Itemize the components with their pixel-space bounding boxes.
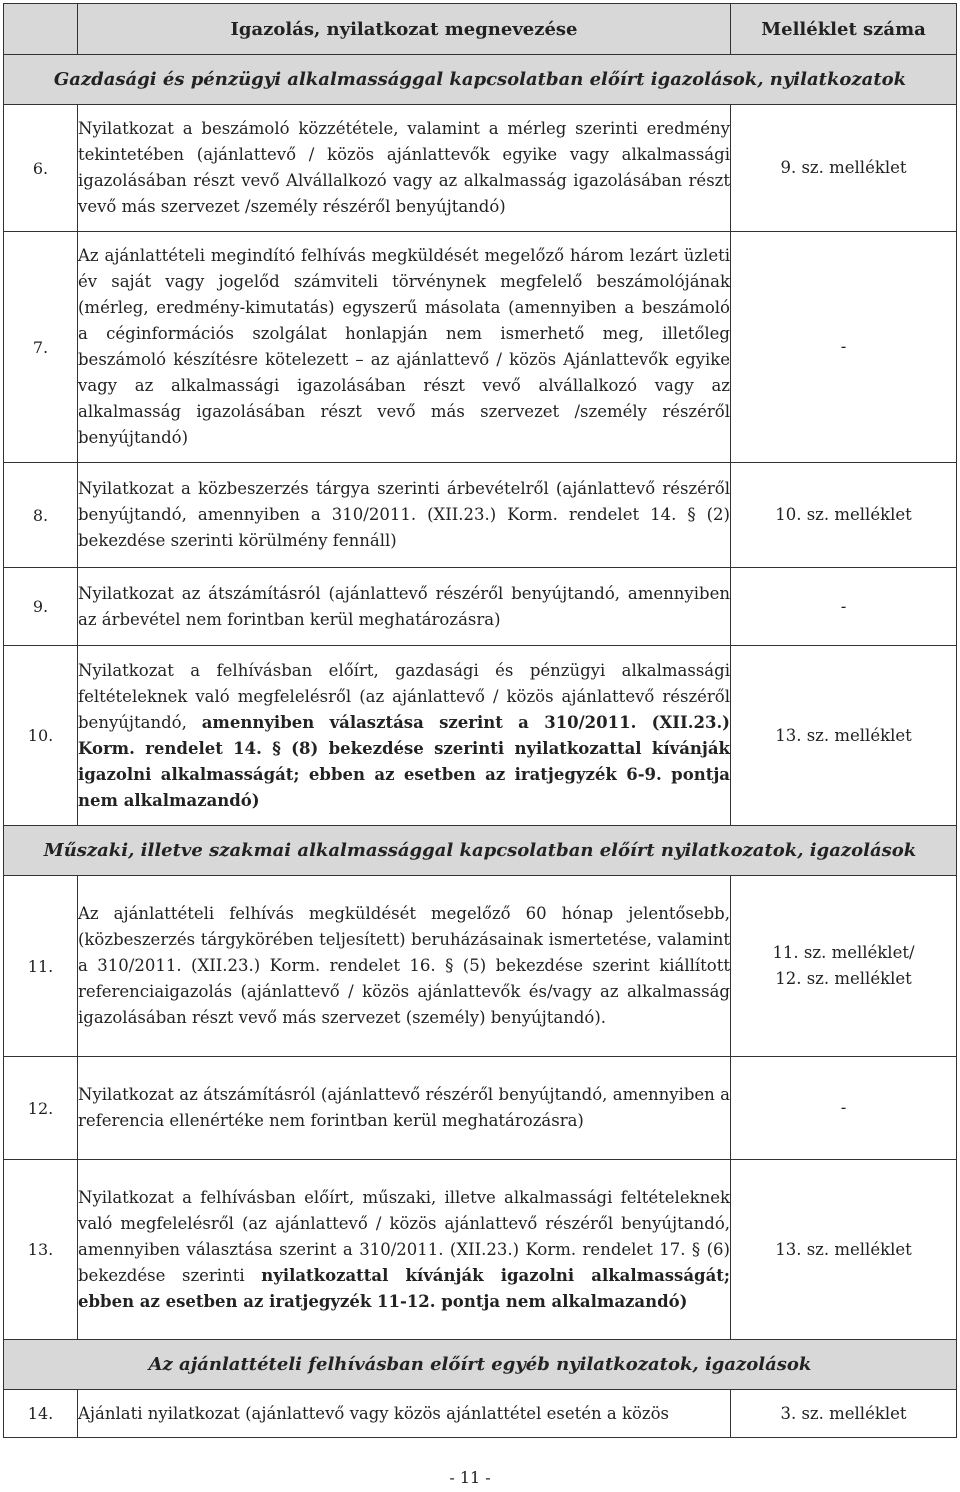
page-number: - 11 - — [449, 1468, 491, 1487]
table-row — [4, 1057, 957, 1160]
row-description — [78, 646, 731, 826]
row-description: Nyilatkozat az átszámításról (ajánlattevő részéről benyújtandó, amennyiben az árbevétel nem forintban kerül meghatározásra) — [78, 568, 731, 646]
row-description-bold: amennyiben választása szerint a 310/2011. (XII.23.) Korm. rendelet 14. § (8) bekezdése szerinti nyilatkozattal kívánják igazolni alkalmasságát; ebben az esetben az iratjegyzék 6-9. pontja nem alkalmazandó) — [78, 712, 730, 810]
row-attachment: 3. sz. melléklet — [731, 1390, 957, 1438]
row-number: 6. — [4, 105, 78, 232]
table-row — [4, 568, 957, 646]
table-row — [4, 1160, 957, 1340]
row-description: Az ajánlattételi megindító felhívás megküldését megelőző három lezárt üzleti év saját vagy jogelőd számviteli törvénynek megfelelő beszámolójának (mérleg, eredmény-kimutatás) egyszerű másolata (amennyiben a beszámoló a céginformációs szolgálat honlapján nem ismerhető meg, illetőleg beszámoló készítésre kötelezett – az ajánlattevő / közös Ajánlattevők egyike vagy az alkalmassági igazolásában részt vevő alvállalkozó vagy az alkalmasság igazolásában részt vevő más szervezet /személy részéről benyújtandó) — [78, 232, 731, 463]
row-number: 14. — [4, 1390, 78, 1438]
row-number: 7. — [4, 232, 78, 463]
header-blank-cell — [4, 4, 78, 55]
row-description: Nyilatkozat a közbeszerzés tárgya szerinti árbevételről (ajánlattevő részéről benyújtandó, amennyiben a 310/2011. (XII.23.) Korm. rendelet 14. § (2) bekezdése szerinti körülmény fennáll) — [78, 463, 731, 568]
row-description-plain: Nyilatkozat a felhívásban előírt, gazdasági és pénzügyi alkalmassági feltételeknek való megfelelésről (az ajánlattevő / közös ajánlattevő részéről benyújtandó, — [78, 660, 730, 732]
row-description: Az ajánlattételi felhívás megküldését megelőző 60 hónap jelentősebb, (közbeszerzés tárgykörében teljesített) beruházásainak ismertetése, valamint a 310/2011. (XII.23.) Korm. rendelet 16. § (5) bekezdése szerint kiállított referenciaigazolás (ajánlattevő / közös ajánlattevők és/vagy az alkalmasság igazolásában részt vevő más szervezet (személy) benyújtandó). — [78, 876, 731, 1057]
row-attachment: 13. sz. melléklet — [731, 646, 957, 826]
row-description — [78, 1160, 731, 1340]
table-row — [4, 1390, 957, 1438]
row-attachment: 10. sz. melléklet — [731, 463, 957, 568]
row-description-bold: nyilatkozattal kívánják igazolni alkalmasságát; ebben az esetben az iratjegyzék 11-12. pontja nem alkalmazandó) — [78, 1265, 730, 1311]
section-title-financial: Gazdasági és pénzügyi alkalmassággal kapcsolatban előírt igazolások, nyilatkozatok — [4, 55, 957, 105]
header-attachment-col: Melléklet száma — [731, 4, 957, 55]
section-title-technical: Műszaki, illetve szakmai alkalmassággal kapcsolatban előírt nyilatkozatok, igazolások — [4, 826, 957, 876]
table-row — [4, 232, 957, 463]
section-row-technical — [4, 826, 957, 876]
row-attachment: 9. sz. melléklet — [731, 105, 957, 232]
section-row-other — [4, 1340, 957, 1390]
row-number: 9. — [4, 568, 78, 646]
section-title-other: Az ajánlattételi felhívásban előírt egyéb nyilatkozatok, igazolások — [4, 1340, 957, 1390]
row-description: Nyilatkozat a beszámoló közzététele, valamint a mérleg szerinti eredmény tekintetében (ajánlattevő / közös ajánlattevők egyike vagy alkalmassági igazolásában részt vevő Alvállalkozó vagy az alkalmasság igazolásában részt vevő más szervezet /személy részéről benyújtandó) — [78, 105, 731, 232]
row-number: 12. — [4, 1057, 78, 1160]
row-number: 13. — [4, 1160, 78, 1340]
row-number: 10. — [4, 646, 78, 826]
row-attachment-line1: 11. sz. melléklet/ — [772, 943, 915, 962]
row-attachment: - — [731, 232, 957, 463]
row-description: Nyilatkozat az átszámításról (ajánlattevő részéről benyújtandó, amennyiben a referencia ellenértéke nem forintban kerül meghatározásra) — [78, 1057, 731, 1160]
table-header-row — [4, 4, 957, 55]
row-description: Ajánlati nyilatkozat (ajánlattevő vagy közös ajánlattétel esetén a közös — [78, 1390, 731, 1438]
row-attachment: - — [731, 568, 957, 646]
row-number: 11. — [4, 876, 78, 1057]
row-attachment-line2: 12. sz. melléklet — [775, 969, 912, 988]
section-row-financial — [4, 55, 957, 105]
document-table — [3, 3, 957, 1438]
row-attachment: 13. sz. melléklet — [731, 1160, 957, 1340]
header-name-col: Igazolás, nyilatkozat megnevezése — [78, 4, 731, 55]
row-attachment: - — [731, 1057, 957, 1160]
table-row — [4, 105, 957, 232]
row-description-plain: Nyilatkozat a felhívásban előírt, műszaki, illetve alkalmassági feltételeknek való megfelelésről (az ajánlattevő / közös ajánlattevő részéről benyújtandó, amennyiben választása szerint a 310/2011. (XII.23.) Korm. rendelet 17. § (6) bekezdése szerinti — [78, 1187, 730, 1285]
row-attachment — [731, 876, 957, 1057]
table-row — [4, 463, 957, 568]
table-row — [4, 646, 957, 826]
table-row — [4, 876, 957, 1057]
row-number: 8. — [4, 463, 78, 568]
